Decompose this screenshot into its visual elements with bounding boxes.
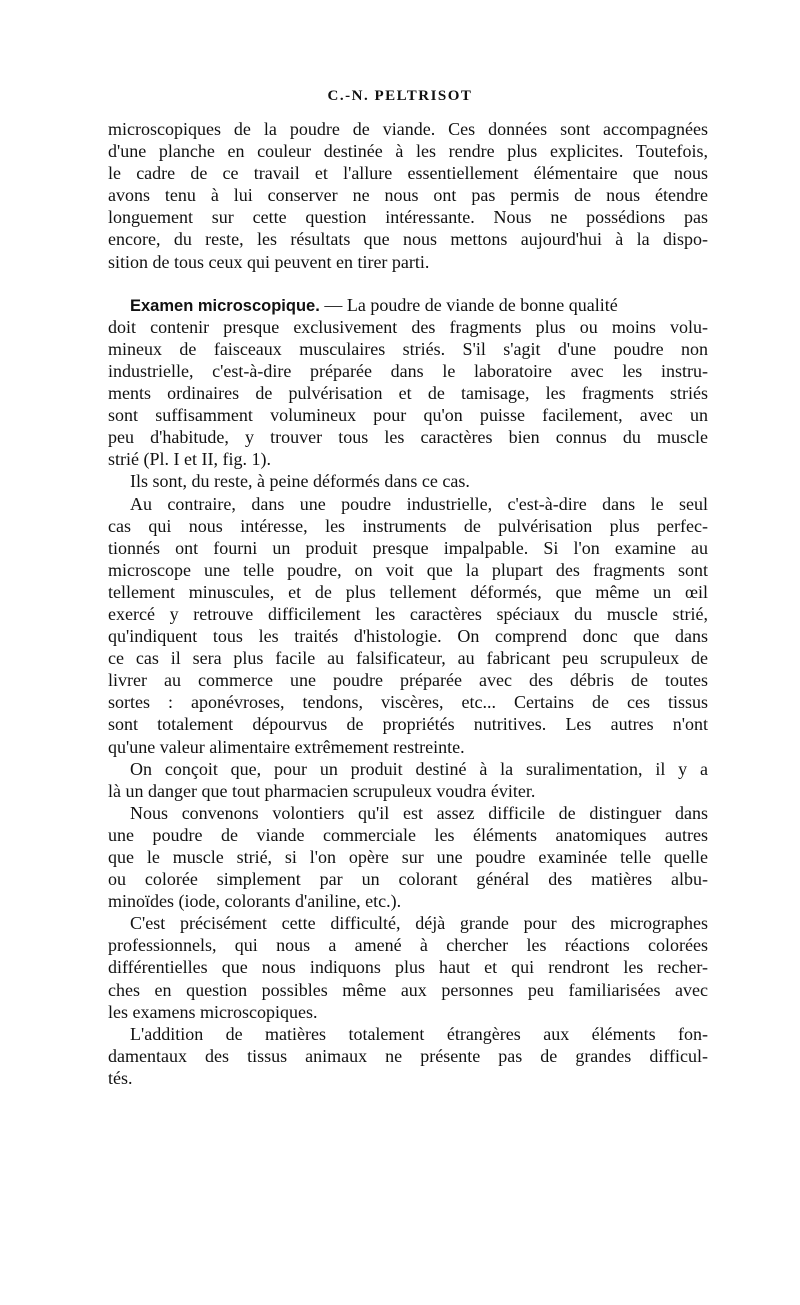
paragraph: [108, 1023, 708, 1089]
text-line: les examens microscopiques.: [108, 1001, 318, 1022]
text-line: ments ordinaires de pulvérisation et de tamisage, les fragments striés: [108, 383, 708, 404]
text-line: ou colorée simplement par un colorant général des matières albu-: [108, 869, 708, 890]
text-line: tés.: [108, 1067, 133, 1088]
text-line: sont totalement dépourvus de propriétés nutritives. Les autres n'ont: [108, 714, 708, 735]
paragraph: [108, 118, 708, 273]
text-line: une poudre de viande commerciale les éléments anatomiques autres: [108, 824, 708, 845]
text-line: longuement sur cette question intéressante. Nous ne possédions pas: [108, 207, 708, 228]
body-text: [108, 118, 708, 1089]
text-line: qu'indiquent tous les traités d'histologie. On comprend donc que dans: [108, 626, 708, 647]
paragraph: [108, 912, 708, 1022]
paragraph: [108, 470, 708, 492]
text-line: sont suffisamment volumineux pour qu'on puisse facilement, avec un: [108, 405, 708, 426]
text-line: sortes : aponévroses, tendons, viscères, etc... Certains de ces tissus: [108, 692, 708, 713]
text-line: ches en question possibles même aux personnes peu familiarisées avec: [108, 979, 708, 1000]
text-line: peu d'habitude, y trouver tous les caractères bien connus du muscle: [108, 427, 708, 448]
paragraph: [108, 758, 708, 802]
text-line: damentaux des tissus animaux ne présente pas de grandes difficul-: [108, 1045, 708, 1066]
text-line: que le muscle strié, si l'on opère sur une poudre examinée telle quelle: [108, 847, 708, 867]
text-line: minoïdes (iode, colorants d'aniline, etc.).: [108, 891, 402, 912]
paragraph: [108, 493, 708, 758]
text-span: — La poudre de viande de bonne qualité: [319, 294, 618, 315]
text-line: tionnés ont fourni un produit presque impalpable. Si l'on examine au: [108, 537, 708, 558]
text-line: Ils sont, du reste, à peine déformés dans ce cas.: [130, 471, 470, 492]
text-line: qu'une valeur alimentaire extrêmement restreinte.: [108, 736, 465, 757]
text-line: d'une planche en couleur destinée à les rendre plus explicites. Toutefois,: [108, 141, 708, 162]
text-line: encore, du reste, les résultats que nous mettons aujourd'hui à la dispo-: [108, 229, 708, 250]
text-line: avons tenu à lui conserver ne nous ont pas permis de nous étendre: [108, 185, 708, 206]
text-line: différentielles que nous indiquons plus haut et qui rendront les recher-: [108, 957, 708, 978]
text-line: On conçoit que, pour un produit destiné à la suralimentation, il y a: [130, 758, 708, 779]
text-line: là un danger que tout pharmacien scrupuleux voudra éviter.: [108, 780, 536, 801]
text-line: ce cas il sera plus facile au falsificateur, au fabricant peu scrupuleux de: [108, 648, 708, 669]
text-line: [108, 294, 708, 316]
text-line: doit contenir presque exclusivement des fragments plus ou moins volu-: [108, 316, 708, 337]
text-line: C'est précisément cette difficulté, déjà grande pour des micrographes: [130, 913, 708, 934]
text-line: L'addition de matières totalement étrangères aux éléments fon-: [130, 1023, 708, 1044]
text-line: strié (Pl. I et II, fig. 1).: [108, 449, 271, 470]
paragraph: [108, 294, 708, 471]
text-line: microscopiques de la poudre de viande. Ces données sont accompagnées: [108, 119, 708, 139]
text-line: professionnels, qui nous a amené à chercher les réactions colorées: [108, 935, 708, 956]
running-head: C.-N. PELTRISOT: [327, 88, 473, 104]
text-line: mineux de faisceaux musculaires striés. S'il s'agit d'une poudre non: [108, 338, 708, 359]
text-line: exercé y retrouve difficilement les caractères spéciaux du muscle strié,: [108, 603, 708, 624]
text-line: cas qui nous intéresse, les instruments de pulvérisation plus perfec-: [108, 515, 708, 536]
text-line: industrielle, c'est-à-dire préparée dans le laboratoire avec les instru-: [108, 360, 708, 381]
section-heading: Examen microscopique.: [130, 296, 320, 315]
text-line: le cadre de ce travail et l'allure essentiellement élémentaire que nous: [108, 163, 708, 184]
text-line: tellement minuscules, et de plus tellement déformés, que même un œil: [108, 581, 708, 602]
paragraph: [108, 802, 708, 912]
text-line: microscope une telle poudre, on voit que la plupart des fragments sont: [108, 559, 708, 580]
text-line: Au contraire, dans une poudre industrielle, c'est-à-dire dans le seul: [130, 493, 708, 514]
text-line: Nous convenons volontiers qu'il est assez difficile de distinguer dans: [130, 802, 708, 823]
text-line: livrer au commerce une poudre préparée avec des débris de toutes: [108, 670, 708, 691]
text-line: sition de tous ceux qui peuvent en tirer parti.: [108, 251, 430, 272]
